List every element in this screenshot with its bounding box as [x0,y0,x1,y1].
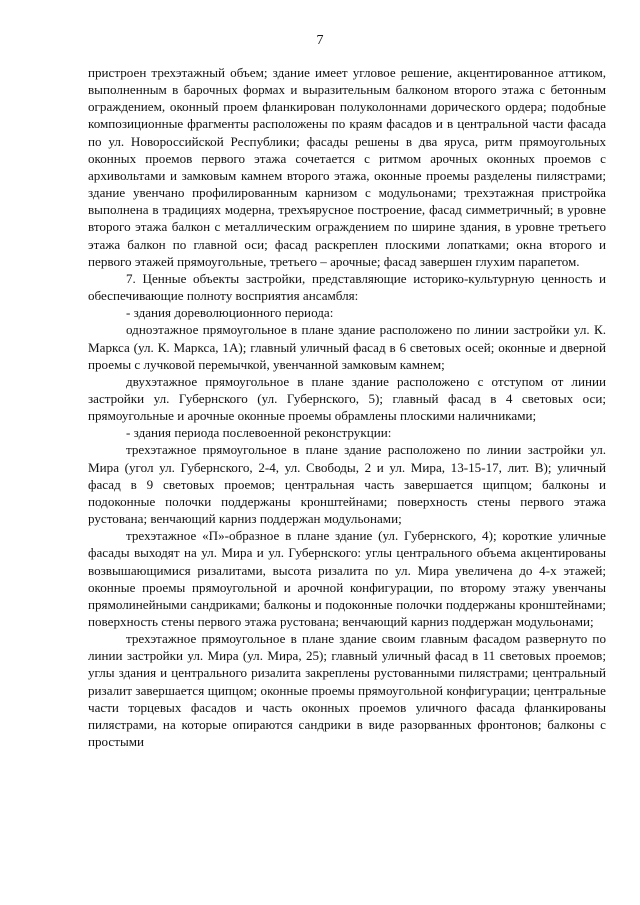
paragraph-mira-25: трехэтажное прямоугольное в плане здание своим главным фасадом развернуто по линии застройки ул. Мира (ул. Мира, 25); главный уличный фасад в 11 световых проемов; углы здания и центрального ризалита закреплены рустованными пилястрами; центральный ризалит завершается щипцом; оконные проемы прямоугольной конфигурации; центральные части торцевых фасадов и часть оконных проемов уличного фасада фланкированы пилястрами, на которые опираются сандрики в виде разорванных фронтонов; балконы с простыми [88,631,606,750]
body-text [88,64,606,750]
paragraph-continuation: пристроен трехэтажный объем; здание имеет угловое решение, акцентированное аттиком, выполненным в барочных формах и выразительным балконом второго этажа с бетонным ограждением, оконный проем фланкирован полуколоннами дорического ордера; подобные композиционные фрагменты расположены по краям фасадов и в центральной части фасада по ул. Новороссийской Республики; фасады решены в два яруса, ритм прямоугольных оконных проемов первого этажа сочетается с ритмом арочных оконных проемов с архивольтами и замковым камнем второго этажа, оконные проемы разделены пилястрами; здание увенчано профилированным карнизом с модульонами; трехэтажная пристройка выполнена в традициях модерна, трехъярусное построение, фасад симметричный; в уровне второго этажа балкон с металлическим ограждением по ширине здания, в уровне третьего этажа балкон по главной оси; фасад раскреплен плоскими лопатками; окна второго и первого этажей прямоугольные, третьего – арочные; фасад завершен глухим парапетом. [88,65,606,269]
paragraph-gubernskogo-4: трехэтажное «П»-образное в плане здание (ул. Губернского, 4); короткие уличные фасады выходят на ул. Мира и ул. Губернского: углы центрального объема акцентированы возвышающимися ризалитами, высота ризалита по ул. Мира увеличена до 4-х этажей; оконные проемы прямоугольной и арочной конфигурации, по второму этажу увенчаны прямолинейными сандриками; балконы и подоконные полочки поддержаны кронштейнами; поверхность стены первого этажа рустована; венчающий карниз поддержан модульонами; [88,528,606,629]
paragraph-mira-corner: трехэтажное прямоугольное в плане здание расположено по линии застройки ул. Мира (угол ул. Губернского, 2-4, ул. Свободы, 2 и ул. Мира, 13-15-17, лит. В); уличный фасад в 9 световых проемов; центральная часть завершается щипцом; балконы и подоконные полочки поддержаны кронштейнами; поверхность стены первого этажа рустована; венчающий карниз поддержан модульонами; [88,442,606,527]
paragraph-gubernskogo-5: двухэтажное прямоугольное в плане здание расположено с отступом от линии застройки ул. Губернского (ул. Губернского, 5); главный фасад в 4 световых оси; прямоугольные и арочные оконные проемы обрамлены плоскими наличниками; [88,373,606,424]
paragraph-marx-1a: одноэтажное прямоугольное в плане здание расположено по линии застройки ул. К. Маркса (ул. К. Маркса, 1А); главный уличный фасад в 6 световых осей; оконные и дверной проемы с лучковой перемычкой, увенчанной замковым камнем; [88,322,606,372]
subsection-prerevolution: - здания дореволюционного периода: [126,305,334,321]
section-heading-7: 7. Ценные объекты застройки, представляющие историко-культурную ценность и обеспечивающие полноту восприятия ансамбля: [88,270,606,304]
page-number: 7 [316,33,324,48]
subsection-postwar: - здания периода послевоенной реконструкции: [126,425,392,441]
